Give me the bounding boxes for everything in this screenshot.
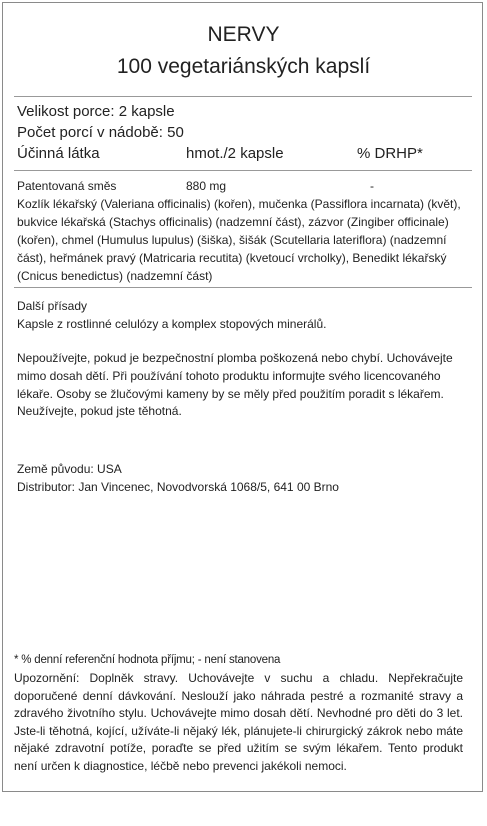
product-title: NERVY — [207, 23, 280, 46]
blend-ingredients: Kozlík lékařský (Valeriana officinalis) (kořen), mučenka (Passiflora incarnata) (květ), bukvice lékařská (Stachys officinalis) (nadzemní část), zázvor (Zingiber officinale) (kořen), chmel (Humulus lupulus) (šiška), šišák (Scutellaria lateriflora) (nadzemní část), heřmánek pravý (Matricaria recutita) (kvetoucí vrcholky), Benedikt lékařský (Cnicus benedictus) (nadzemní část) — [17, 197, 461, 283]
caution-text: Upozornění: Doplněk stravy. Uchovávejte v suchu a chladu. Nepřekračujte doporučené denní dávkování. Neslouží jako náhrada pestré a rozmanité stravy a zdravého životního stylu. Uchovávejte mimo dosah dětí. Nevhodné pro děti do 3 let. Jste-li těhotná, kojící, užíváte-li nějaký lék, plánujete-li chirurgický zákrok nebo máte nějaké zdravotní potíže, poraďte se před užitím se svým lékařem. Tento produkt není určen k diagnostice, léčbě nebo prevenci jakékoli nemoci. — [14, 671, 463, 773]
serving-size: Velikost porce: 2 kapsle — [17, 103, 175, 120]
blend-dv: - — [370, 179, 374, 193]
blend-amount: 880 mg — [186, 179, 227, 193]
column-header-amount: hmot./2 kapsle — [186, 145, 284, 162]
divider-ingredients — [14, 287, 472, 288]
warning-text: Nepoužívejte, pokud je bezpečnostní plomba poškozená nebo chybí. Uchovávejte mimo dosah dětí. Při používání tohoto produktu informujte svého licencovaného lékaře. Osoby se žlučovými kameny by se měly před použitím poradit s lékařem. Neužívejte, pokud jste těhotná. — [17, 351, 453, 419]
dv-footnote: * % denní referenční hodnota příjmu; - není stanovena — [14, 654, 281, 666]
column-header-active: Účinná látka — [17, 145, 100, 162]
distributor-info: Distributor: Jan Vincenec, Novodvorská 1068/5, 641 00 Brno — [17, 480, 339, 494]
column-header-dv: % DRHP* — [357, 145, 423, 162]
servings-per-container: Počet porcí v nádobě: 50 — [17, 124, 184, 141]
divider-top — [14, 96, 472, 97]
divider-header — [14, 170, 472, 171]
blend-name: Patentovaná směs — [17, 179, 117, 193]
capsule-count: 100 vegetariánských kapslí — [116, 55, 371, 78]
other-ingredients-text: Kapsle z rostlinné celulózy a komplex stopových minerálů. — [17, 317, 327, 331]
other-ingredients-title: Další přísady — [17, 299, 88, 313]
country-of-origin: Země původu: USA — [17, 462, 122, 476]
